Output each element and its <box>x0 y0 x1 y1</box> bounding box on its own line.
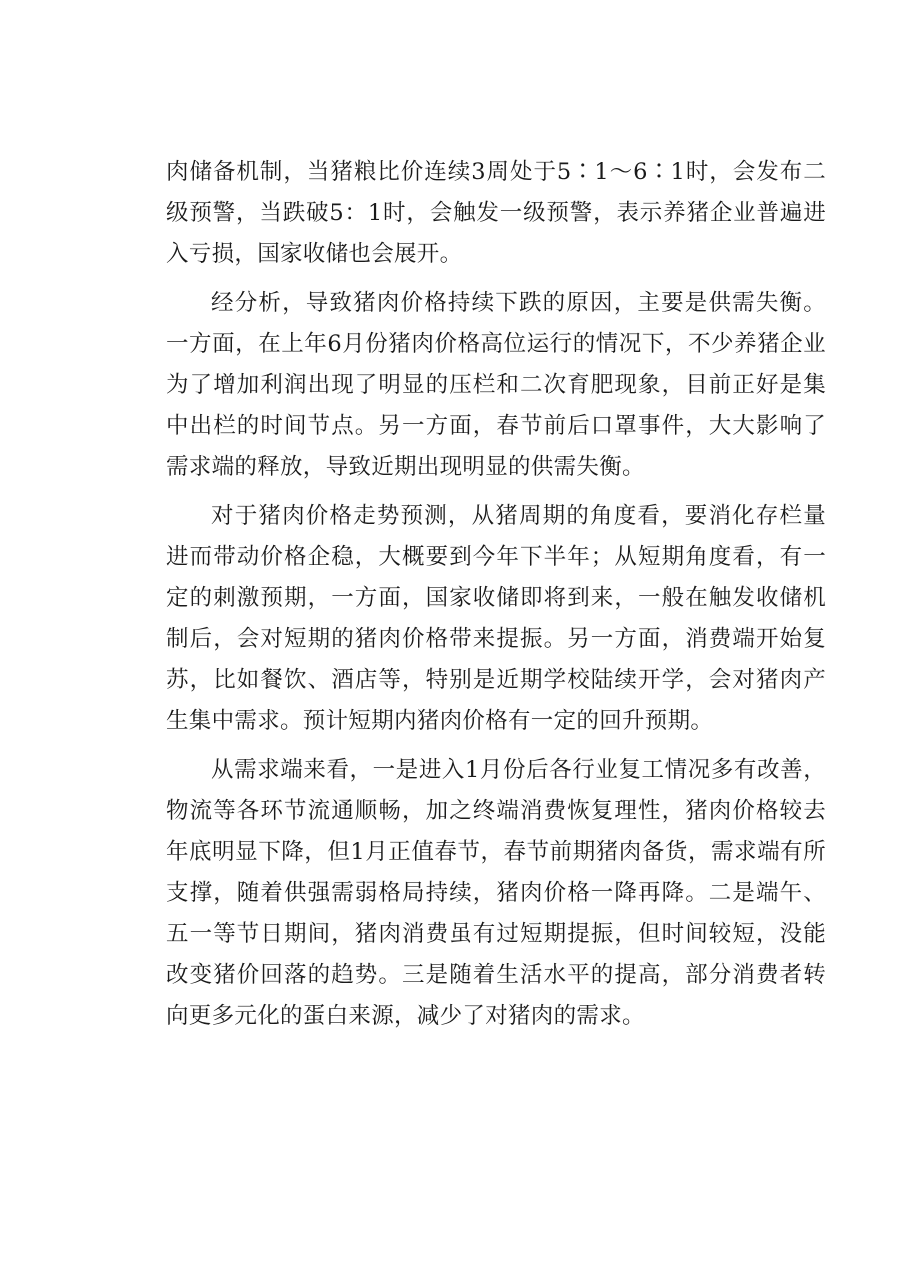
paragraph-4: 从需求端来看，一是进入1月份后各行业复工情况多有改善，物流等各环节流通顺畅，加之终端消费恢复理性，猪肉价格较去年底明显下降，但1月正值春节，春节前期猪肉备货，需求端有所支撑，随着供强需弱格局持续，猪肉价格一降再降。二是端午、五一等节日期间，猪肉消费虽有过短期提振，但时间较短，没能改变猪价回落的趋势。三是随着生活水平的提高，部分消费者转向更多元化的蛋白来源，减少了对猪肉的需求。 <box>166 757 826 1029</box>
document-body <box>166 152 826 1045</box>
paragraph-2: 经分析，导致猪肉价格持续下跌的原因，主要是供需失衡。一方面，在上年6月份猪肉价格高位运行的情况下，不少养猪企业为了增加利润出现了明显的压栏和二次育肥现象，目前正好是集中出栏的时间节点。另一方面，春节前后口罩事件，大大影响了需求端的释放，导致近期出现明显的供需失衡。 <box>166 290 826 480</box>
paragraph-1: 肉储备机制，当猪粮比价连续3周处于5∶1～6∶1时，会发布二级预警，当跌破5：1时，会触发一级预警，表示养猪企业普遍进入亏损，国家收储也会展开。 <box>166 159 826 267</box>
paragraph-3: 对于猪肉价格走势预测，从猪周期的角度看，要消化存栏量进而带动价格企稳，大概要到今年下半年；从短期角度看，有一定的刺激预期，一方面，国家收储即将到来，一般在触发收储机制后，会对短期的猪肉价格带来提振。另一方面，消费端开始复苏，比如餐饮、酒店等，特别是近期学校陆续开学，会对猪肉产生集中需求。预计短期内猪肉价格有一定的回升预期。 <box>166 503 826 734</box>
